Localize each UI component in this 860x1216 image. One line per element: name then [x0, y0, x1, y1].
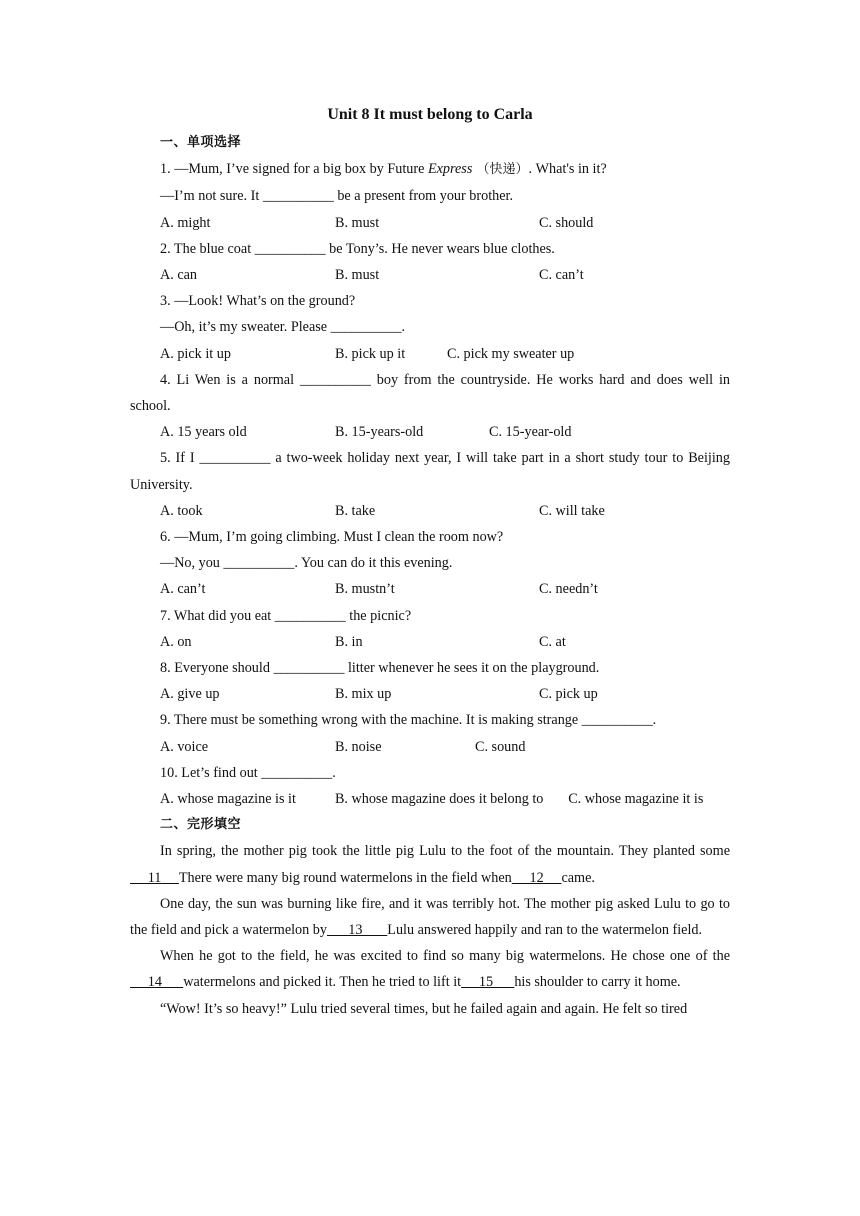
question-8-stem: 8. Everyone should __________ litter whenever he sees it on the playground. — [160, 659, 600, 676]
cloze-paragraph-1 — [130, 838, 730, 890]
q1-text-b: . What's in it? — [528, 161, 607, 178]
option-c[interactable]: C. should — [539, 214, 594, 231]
option-c[interactable]: C. can’t — [539, 267, 584, 283]
cloze-text: One day, the sun was burning like fire, and it was terribly hot. The mother pig asked Lulu to go to the field and pick a watermelon by — [130, 895, 730, 938]
blank-14[interactable]: 14 — [130, 974, 184, 991]
option-b[interactable]: B. in — [335, 633, 363, 650]
question-3-stem: 3. —Look! What’s on the ground? — [160, 293, 356, 310]
blank-13[interactable]: 13 — [326, 921, 388, 938]
cloze-paragraph-2 — [130, 891, 730, 943]
blank-11[interactable]: 11 — [130, 869, 179, 886]
option-b[interactable]: B. must — [335, 267, 380, 283]
cloze-text: There were many big round watermelons in the field when — [178, 869, 512, 886]
question-1-line2: —I’m not sure. It __________ be a present from your brother. — [160, 188, 514, 205]
blank-12[interactable]: 12 — [511, 869, 562, 886]
option-c[interactable]: C. pick my sweater up — [447, 345, 575, 362]
option-c[interactable]: C. 15-year-old — [489, 424, 572, 441]
option-b[interactable]: B. must — [335, 214, 380, 231]
question-9-options — [130, 734, 730, 760]
question-10-stem: 10. Let’s find out __________. — [160, 764, 336, 781]
question-3-options — [130, 341, 730, 367]
question-9-stem: 9. There must be something wrong with the machine. It is making strange __________. — [160, 712, 657, 729]
option-c[interactable]: C. needn’t — [539, 581, 598, 598]
question-8-options — [130, 681, 730, 707]
q1-italic: Express — [427, 161, 473, 178]
cloze-paragraph-3 — [130, 943, 730, 995]
question-2-options — [130, 262, 730, 288]
question-5-options — [130, 498, 730, 524]
option-a[interactable]: A. give up — [160, 686, 220, 703]
q1-text-a: 1. —Mum, I’ve signed for a big box by Future — [160, 161, 428, 178]
cloze-text: In spring, the mother pig took the little pig Lulu to the foot of the mountain. They planted some — [160, 843, 730, 860]
option-c[interactable]: C. sound — [475, 738, 526, 755]
cloze-paragraph-4: “Wow! It’s so heavy!” Lulu tried several times, but he failed again and again. He felt so tired — [160, 1000, 688, 1017]
cloze-text: watermelons and picked it. Then he tried to lift it — [183, 974, 462, 991]
option-b[interactable]: B. mix up — [335, 686, 392, 703]
question-6-options — [130, 576, 730, 602]
page-title: Unit 8 It must belong to Carla — [327, 106, 533, 123]
option-a[interactable]: A. 15 years old — [160, 424, 247, 441]
option-b[interactable]: B. noise — [335, 738, 382, 755]
option-b[interactable]: B. take — [335, 502, 376, 519]
cloze-text: When he got to the field, he was excited to find so many big watermelons. He chose one of the — [160, 948, 730, 965]
option-b[interactable]: B. pick up it — [335, 345, 406, 362]
cloze-text: his shoulder to carry it home. — [514, 974, 681, 991]
blank-15[interactable]: 15 — [461, 974, 515, 991]
cloze-text: Lulu answered happily and ran to the watermelon field. — [387, 921, 703, 938]
option-a[interactable]: A. can’t — [160, 581, 206, 598]
option-c[interactable]: C. pick up — [539, 686, 598, 703]
document-page — [130, 104, 730, 1022]
question-7-options — [130, 629, 730, 655]
option-a[interactable]: A. on — [160, 633, 192, 650]
question-6-line2: —No, you __________. You can do it this evening. — [160, 555, 453, 572]
section-heading-cloze: 二、完形填空 — [160, 817, 242, 833]
option-a[interactable]: A. pick it up — [160, 345, 231, 362]
question-4-stem: 4. Li Wen is a normal __________ boy from the countryside. He works hard and does well in school. — [130, 371, 730, 414]
question-2-stem: 2. The blue coat __________ be Tony’s. He never wears blue clothes. — [160, 240, 555, 257]
question-1-stem — [130, 156, 730, 183]
question-4-options — [130, 419, 730, 445]
cloze-text: came. — [561, 869, 595, 886]
question-7-stem: 7. What did you eat __________ the picnic? — [160, 607, 412, 624]
question-6-stem: 6. —Mum, I’m going climbing. Must I clean the room now? — [160, 528, 504, 545]
question-1-options — [130, 210, 730, 236]
option-b[interactable]: B. mustn’t — [335, 581, 395, 598]
question-5-stem: 5. If I __________ a two-week holiday next year, I will take part in a short study tour to Beijing University. — [130, 450, 730, 493]
option-a[interactable]: A. might — [160, 214, 211, 231]
option-b[interactable]: B. 15-years-old — [335, 424, 424, 441]
question-10-options: A. whose magazine is it B. whose magazine does it belong to C. whose magazine it is — [160, 790, 704, 807]
option-a[interactable]: A. can — [160, 267, 198, 283]
option-c[interactable]: C. at — [539, 633, 566, 650]
q1-chinese-note: （快递） — [472, 162, 529, 178]
section-heading-single-choice: 一、单项选择 — [160, 135, 242, 150]
question-3-line2: —Oh, it’s my sweater. Please __________. — [160, 319, 406, 336]
option-a[interactable]: A. took — [160, 502, 203, 519]
option-a[interactable]: A. voice — [160, 738, 209, 755]
option-c[interactable]: C. will take — [539, 502, 605, 519]
